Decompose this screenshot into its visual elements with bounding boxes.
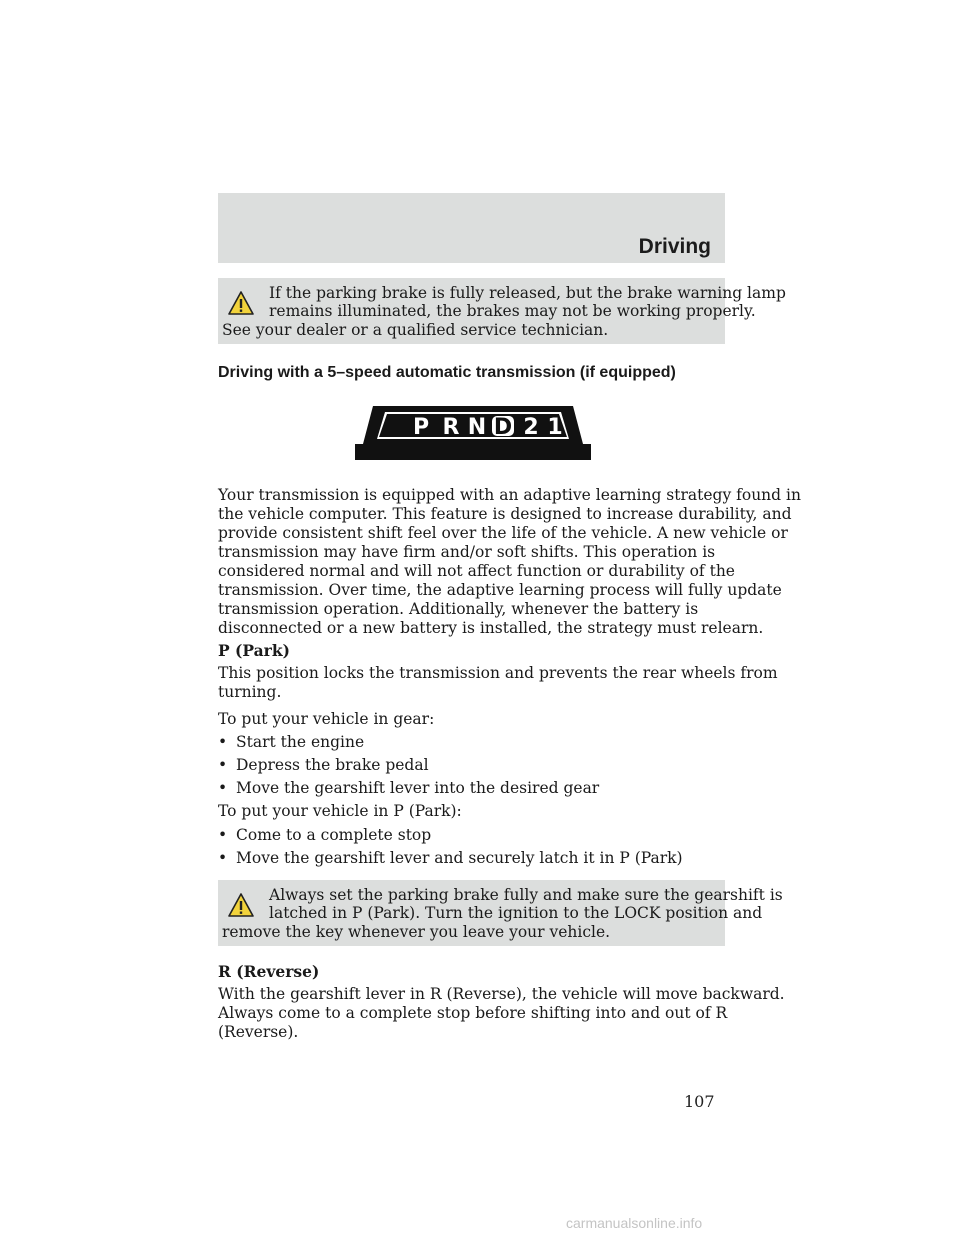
gear-letter-D: D (493, 415, 513, 440)
paragraph-line: disconnected or a new battery is installed, the strategy must relearn. (218, 619, 764, 637)
intro-paragraph (218, 486, 801, 638)
list-item-text: Come to a complete stop (236, 826, 432, 844)
reverse-heading: R (Reverse) (218, 962, 320, 981)
gear-letter-N: N (467, 415, 487, 440)
paragraph-line: Your transmission is equipped with an adaptive learning strategy found in (218, 486, 801, 504)
list-item: • Depress the brake pedal (218, 756, 429, 774)
list-item: • Start the engine (218, 733, 365, 751)
gear-letter-1: 1 (547, 415, 563, 440)
paragraph-line: This position locks the transmission and prevents the rear wheels from (218, 664, 778, 682)
warning-box-park (218, 880, 783, 946)
paragraph-line: transmission operation. Additionally, whenever the battery is (218, 600, 699, 618)
watermark-text: carmanualsonline.info (566, 1215, 703, 1231)
paragraph-line: Always come to a complete stop before shifting into and out of R (218, 1004, 728, 1022)
paragraph-line: transmission. Over time, the adaptive learning process will fully update (218, 581, 782, 599)
page-number: 107 (684, 1092, 715, 1111)
paragraph-line: (Reverse). (218, 1023, 299, 1041)
warning-text-line: Always set the parking brake fully and make sure the gearshift is (269, 886, 783, 904)
warning-triangle-icon (227, 892, 255, 918)
list-item-text: Depress the brake pedal (236, 756, 429, 774)
warning-box-parking-brake (218, 278, 786, 344)
list-item-text: Move the gearshift lever into the desired gear (236, 779, 600, 797)
paragraph-line: turning. (218, 683, 282, 701)
gear-letter-R: R (442, 415, 460, 440)
warning-text-line: If the parking brake is fully released, but the brake warning lamp (269, 284, 786, 302)
gear-intro: To put your vehicle in gear: (218, 710, 435, 728)
warning-text-line: latched in P (Park). Turn the ignition to the LOCK position and (269, 904, 763, 922)
warning-text-line: See your dealer or a qualified service technician. (222, 321, 609, 339)
warning-triangle-icon (227, 290, 255, 316)
section-heading: Driving with a 5–speed automatic transmission (if equipped) (218, 364, 676, 381)
list-item: • Move the gearshift lever and securely latch it in P (Park) (218, 849, 683, 867)
gear-letter-P: P (412, 415, 430, 440)
reverse-description (218, 985, 785, 1042)
page-header-title: Driving (638, 235, 711, 258)
park-heading: P (Park) (218, 641, 290, 660)
park-intro: To put your vehicle in P (Park): (218, 802, 462, 820)
paragraph-line: With the gearshift lever in R (Reverse), the vehicle will move backward. (218, 985, 785, 1003)
page-header-band (218, 193, 725, 263)
warning-text-line: remove the key whenever you leave your vehicle. (222, 923, 611, 941)
list-item: • Come to a complete stop (218, 826, 432, 844)
paragraph-line: provide consistent shift feel over the life of the vehicle. A new vehicle or (218, 524, 788, 542)
gear-indicator-plate (355, 404, 591, 462)
paragraph-line: the vehicle computer. This feature is designed to increase durability, and (218, 505, 792, 523)
paragraph-line: considered normal and will not affect function or durability of the (218, 562, 735, 580)
gear-letter-2: 2 (523, 415, 539, 440)
list-item: • Move the gearshift lever into the desired gear (218, 779, 600, 797)
warning-text-line: remains illuminated, the brakes may not be working properly. (269, 302, 756, 320)
list-item-text: Start the engine (236, 733, 365, 751)
paragraph-line: transmission may have firm and/or soft shifts. This operation is (218, 543, 716, 561)
park-description (218, 664, 778, 702)
list-item-text: Move the gearshift lever and securely latch it in P (Park) (236, 849, 683, 867)
